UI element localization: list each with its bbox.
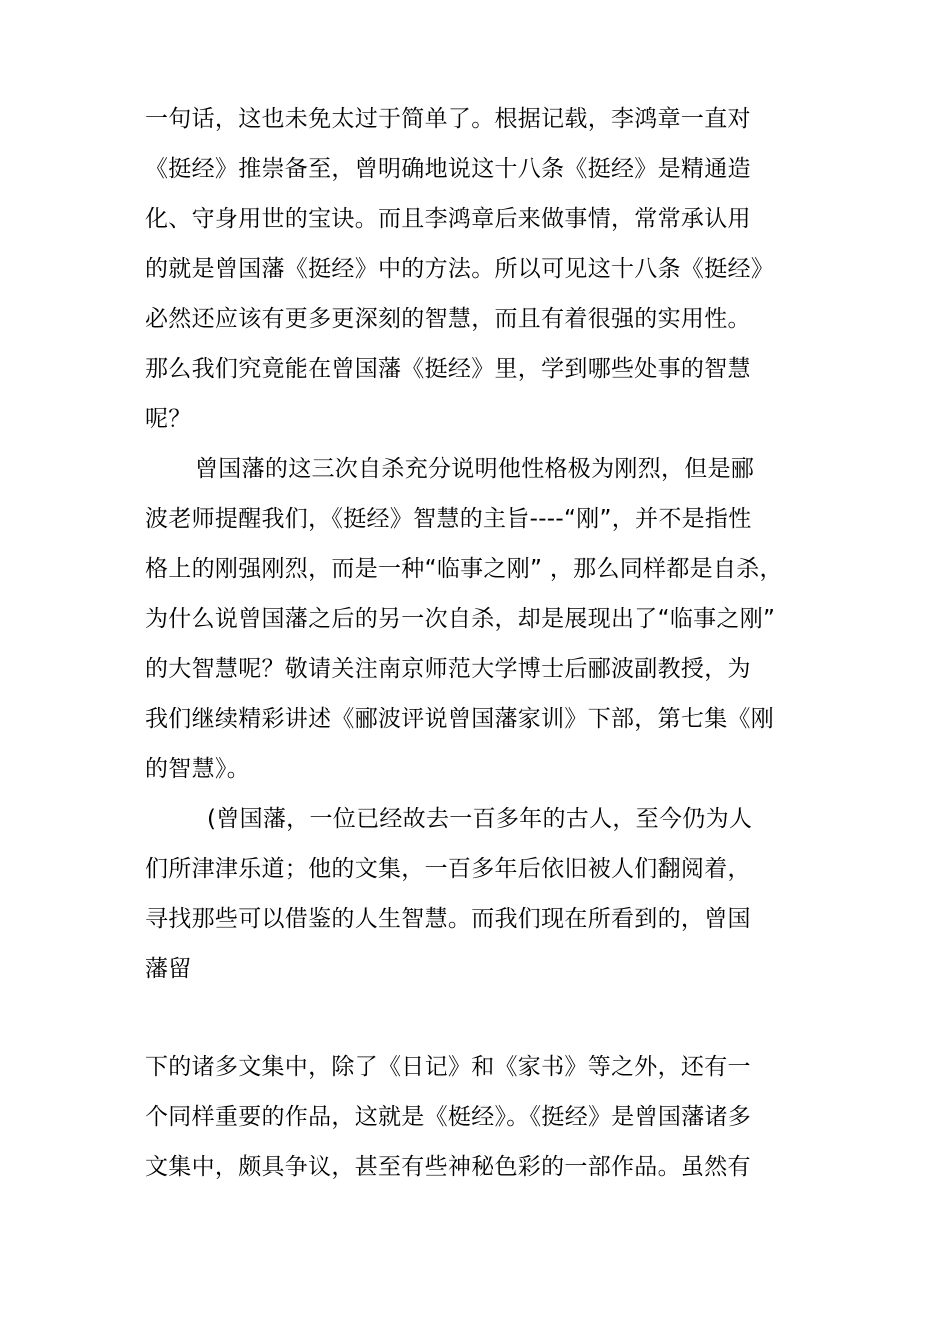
text-line: 呢？ — [145, 406, 192, 432]
text-line: 为什么说曾国藩之后的另一次自杀，却是展现出了“临事之刚” — [145, 606, 776, 632]
text-line: 个同样重要的作品，这就是《梃经》。《挺经》是曾国藩诸多 — [145, 1104, 752, 1130]
text-line: 那么我们究竟能在曾国藩《挺经》里，学到哪些处事的智慧 — [145, 356, 751, 382]
text-line: 下的诸多文集中，除了《日记》和《家书》等之外，还有一 — [145, 1054, 751, 1080]
text-line: (曾国藩，一位已经故去一百多年的古人，至今仍为人 — [207, 806, 753, 832]
text-line: 一句话，这也未免太过于简单了。根据记载，李鸿章一直对 — [145, 106, 751, 132]
text-line: 的大智慧呢？敬请关注南京师范大学博士后郦波副教授，为 — [145, 656, 751, 682]
text-line: 的就是曾国藩《挺经》中的方法。所以可见这十八条《挺经》 — [145, 256, 775, 282]
text-line: 格上的刚强刚烈，而是一种“临事之刚” ，那么同样都是自杀， — [145, 556, 783, 582]
text-line: 波老师提醒我们，《挺经》智慧的主旨----“刚”，并不是指性 — [145, 506, 752, 532]
text-line: 藩留 — [145, 956, 192, 982]
text-line: 必然还应该有更多更深刻的智慧，而且有着很强的实用性。 — [145, 306, 751, 332]
text-line: 化、守身用世的宝诀。而且李鸿章后来做事情，常常承认用 — [145, 206, 751, 232]
text-line: 文集中，颇具争议，甚至有些神秘色彩的一部作品。虽然有 — [145, 1154, 751, 1180]
text-line: 的智慧》。 — [145, 756, 250, 782]
text-line: 寻找那些可以借鉴的人生智慧。而我们现在所看到的，曾国 — [145, 906, 751, 932]
text-line: 《挺经》推崇备至，曾明确地说这十八条《挺经》是精通造 — [145, 156, 751, 182]
text-line: 曾国藩的这三次自杀充分说明他性格极为刚烈，但是郦 — [195, 456, 755, 482]
text-line: 们所津津乐道；他的文集，一百多年后依旧被人们翻阅着， — [145, 856, 751, 882]
text-line: 我们继续精彩讲述《郦波评说曾国藩家训》下部，第七集《刚 — [145, 706, 775, 732]
